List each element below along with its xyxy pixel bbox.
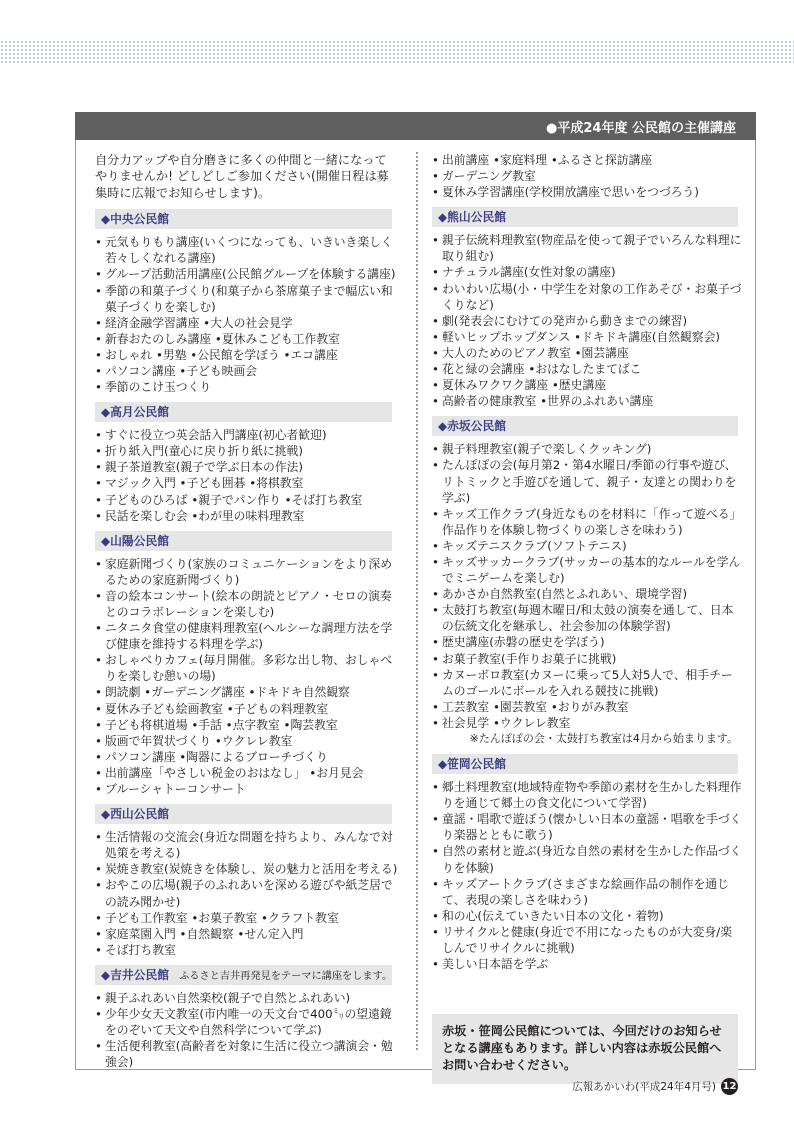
- course-list: [95, 556, 398, 797]
- course-item: • 工芸教室 •園芸教室 •おりがみ教室: [432, 699, 742, 715]
- yoshii-continued-list: [432, 152, 742, 200]
- course-item: • 親子茶道教室(親子で学ぶ日本の作法): [95, 459, 398, 475]
- course-item: • 折り紙入門(童心に戻り折り紙に挑戦): [95, 443, 398, 459]
- publication-name: 広報あかいわ(平成24年4月号): [572, 1081, 716, 1093]
- course-item: • 高齢者の健康教室 •世界のふれあい講座: [432, 393, 742, 409]
- course-list: [95, 990, 398, 1070]
- section-heading: [95, 804, 392, 824]
- section-note: ※たんぽぽの会・太鼓打ち教室は4月から始まります。: [469, 732, 738, 745]
- section-title: ◆吉井公民館: [101, 967, 170, 982]
- course-item: • 太鼓打ち教室(毎週木曜日/和太鼓の演奏を通して、日本の伝統文化を継承し、社会参加の体験学習): [432, 602, 742, 634]
- course-item: • そば打ち教室: [95, 942, 398, 958]
- right-column: [432, 152, 742, 972]
- right-sections: [432, 207, 742, 972]
- course-item: • 自然の素材と遊ぶ(身近な自然の素材を生かした作品づくりを体験): [432, 843, 742, 875]
- course-list: [95, 427, 398, 524]
- course-item: • 夏休み子ども絵画教室 •子どもの料理教室: [95, 701, 398, 717]
- course-item: • 経済金融学習講座 •大人の社会見学: [95, 315, 398, 331]
- course-item: • 和の心(伝えていきたい日本の文化・着物): [432, 908, 742, 924]
- section-heading: [95, 402, 392, 422]
- course-item: • 季節の和菓子づくり(和菓子から茶席菓子まで幅広い和菓子づくりを楽しむ): [95, 283, 398, 315]
- course-item: • 炭焼き教室(炭焼きを体験し、炭の魅力と活用を考える): [95, 861, 398, 877]
- course-item: • 花と緑の会講座 •おはなしたまてばこ: [432, 361, 742, 377]
- course-item: • 夏休みワクワク講座 •歴史講座: [432, 377, 742, 393]
- section-title: ◆高月公民館: [101, 405, 170, 420]
- section-heading: [432, 416, 738, 436]
- course-item: • 親子伝統料理教室(物産品を使って親子でいろんな料理に取り組む): [432, 232, 742, 264]
- course-item: • 社会見学 •ウクレレ教室: [432, 715, 742, 731]
- course-item: • たんぽぽの会(毎月第2・第4水曜日/季節の行事や遊び、リトミックと手遊びを通して、親子・友達との関わりを学ぶ): [432, 457, 742, 505]
- section-heading: [95, 209, 392, 229]
- info-box: 赤坂・笹岡公民館については、今回だけのお知らせとなる講座もあります。詳しい内容は赤坂公民館へお問い合わせください。: [432, 1014, 738, 1084]
- course-item: • お菓子教室(手作りお菓子に挑戦): [432, 651, 742, 667]
- course-item: • 版画で年賀状づくり •ウクレレ教室: [95, 733, 398, 749]
- course-item: • 少年少女天文教室(市内唯一の天文台で400㍉の望遠鏡をのぞいて天文や自然科学について学ぶ): [95, 1006, 398, 1038]
- left-column: [95, 152, 398, 1070]
- course-item: • 童謡・唱歌で遊ぼう(懐かしい日本の童謡・唱歌を手づくり楽器とともに歌う): [432, 811, 742, 843]
- course-item: • ナチュラル講座(女性対象の講座): [432, 264, 742, 280]
- header-dot-band: [0, 40, 794, 64]
- page-footer: [572, 1078, 738, 1095]
- course-item: • リサイクルと健康(身近で不用になったものが大変身/楽しんでリサイクルに挑戦): [432, 924, 742, 956]
- left-sections: [95, 209, 398, 1070]
- course-item: • ブルーシャトーコンサート: [95, 781, 398, 797]
- page-title: ●平成24年度 公民館の主催講座: [75, 112, 756, 140]
- course-list: [432, 779, 742, 972]
- course-item: • 郷土料理教室(地域特産物や季節の素材を生かした料理作りを通じて郷土の食文化について学習): [432, 779, 742, 811]
- course-item: • 生活便利教室(高齢者を対象に生活に役立つ講演会・勉強会): [95, 1038, 398, 1070]
- course-item: • 家庭新聞づくり(家族のコミュニケーションをより深めるための家庭新聞づくり): [95, 556, 398, 588]
- course-item: • 子どものひろば •親子でパン作り •そば打ち教室: [95, 492, 398, 508]
- section-heading: [432, 207, 738, 227]
- course-item: • キッズサッカークラブ(サッカーの基本的なルールを学んでミニゲームを楽しむ): [432, 554, 742, 586]
- section-title: ◆笹岡公民館: [438, 757, 507, 772]
- course-item: • グループ活動活用講座(公民館グループを体験する講座): [95, 266, 398, 282]
- course-item: • 民話を楽しむ会 •わが里の味料理教室: [95, 508, 398, 524]
- course-item: • わいわい広場(小・中学生を対象の工作あそび・お菓子づくりなど): [432, 281, 742, 313]
- course-item: • ニタニタ食堂の健康料理教室(ヘルシーな調理方法を学び健康を維持する料理を学ぶ): [95, 620, 398, 652]
- course-item: • マジック入門 •子ども囲碁 •将棋教室: [95, 475, 398, 491]
- course-item: • 劇(発表会にむけての発声から動きまでの練習): [432, 313, 742, 329]
- course-item: • 生活情報の交流会(身近な問題を持ちより、みんなで対処策を考える): [95, 829, 398, 861]
- course-item: • 子ども将棋道場 •手話 •点字教室 •陶芸教室: [95, 717, 398, 733]
- course-item: • キッズ工作クラブ(身近なものを材料に「作って遊べる」作品作りを体験し物づくりの楽しさを味わう): [432, 506, 742, 538]
- course-list: [432, 232, 742, 409]
- section-subtitle: ふるさと吉井再発見をテーマに講座をします。: [179, 970, 392, 982]
- course-item: • 夏休み学習講座(学校開放講座で思いをつづろう): [432, 184, 742, 200]
- course-item: • 大人のためのピアノ教室 •園芸講座: [432, 345, 742, 361]
- section-title: ◆熊山公民館: [438, 210, 507, 225]
- section-title: ◆赤坂公民館: [438, 419, 507, 434]
- section-title: ◆西山公民館: [101, 807, 170, 822]
- course-item: • おしゃべりカフェ(毎月開催。多彩な出し物、おしゃべりを楽しむ憩いの場): [95, 652, 398, 684]
- course-item: • 軽いヒップホップダンス •ドキドキ講座(自然観察会): [432, 329, 742, 345]
- section-heading: [95, 965, 392, 985]
- page-number-badge: 12: [721, 1078, 738, 1095]
- course-item: • 親子ふれあい自然楽校(親子で自然とふれあい): [95, 990, 398, 1006]
- course-item: • 朗読劇 •ガーデニング講座 •ドキドキ自然観察: [95, 684, 398, 700]
- course-item: • 家庭菜園入門 •自然観察 •せん定入門: [95, 926, 398, 942]
- course-item: • 歴史講座(赤磐の歴史を学ぼう): [432, 634, 742, 650]
- course-list: [432, 441, 742, 731]
- course-item: • 親子料理教室(親子で楽しくクッキング): [432, 441, 742, 457]
- course-item: • 新春おたのしみ講座 •夏休みこども工作教室: [95, 331, 398, 347]
- course-item: • キッズアートクラブ(さまざまな絵画作品の制作を通じて、表現の楽しさを味わう): [432, 876, 742, 908]
- course-item: • ガーデニング教室: [432, 168, 742, 184]
- intro-text: 自分力アップや自分磨きに多くの仲間と一緒になってやりませんか! どしどしご参加ください(開催日程は募集時に広報でお知らせします)。: [95, 153, 389, 200]
- course-item: • 音の絵本コンサート(絵本の朗読とピアノ・セロの演奏とのコラボレーションを楽しむ): [95, 588, 398, 620]
- course-item: • おやこの広場(親子のふれあいを深める遊びや紙芝居での読み聞かせ): [95, 877, 398, 909]
- course-item: • あかさか自然教室(自然とふれあい、環境学習): [432, 586, 742, 602]
- course-item: • 美しい日本語を学ぶ: [432, 956, 742, 972]
- course-list: [95, 234, 398, 395]
- course-item: • 出前講座 •家庭料理 •ふるさと探訪講座: [432, 152, 742, 168]
- course-item: • 季節のこけ玉つくり: [95, 379, 398, 395]
- section-heading: [95, 531, 392, 551]
- course-item: • 元気もりもり講座(いくつになっても、いきいき楽しく若々しくなれる講座): [95, 234, 398, 266]
- course-item: • キッズテニスクラブ(ソフトテニス): [432, 538, 742, 554]
- course-list: [95, 829, 398, 958]
- course-item: • おしゃれ •男塾 •公民館を学ぼう •エコ講座: [95, 347, 398, 363]
- course-item: • すぐに役立つ英会話入門講座(初心者歓迎): [95, 427, 398, 443]
- course-item: • カヌーボロ教室(カヌーに乗って5人対5人で、相手チームのゴールにボールを入れる競技に挑戦): [432, 667, 742, 699]
- course-item: • パソコン講座 •子ども映画会: [95, 363, 398, 379]
- section-title: ◆中央公民館: [101, 212, 170, 227]
- section-heading: [432, 754, 738, 774]
- course-item: • 子ども工作教室 •お菓子教室 •クラフト教室: [95, 910, 398, 926]
- column-divider: [416, 152, 418, 1050]
- course-item: • パソコン講座 •陶器によるブローチづくり: [95, 749, 398, 765]
- course-item: • 出前講座「やさしい税金のおはなし」 •お月見会: [95, 765, 398, 781]
- section-title: ◆山陽公民館: [101, 533, 170, 548]
